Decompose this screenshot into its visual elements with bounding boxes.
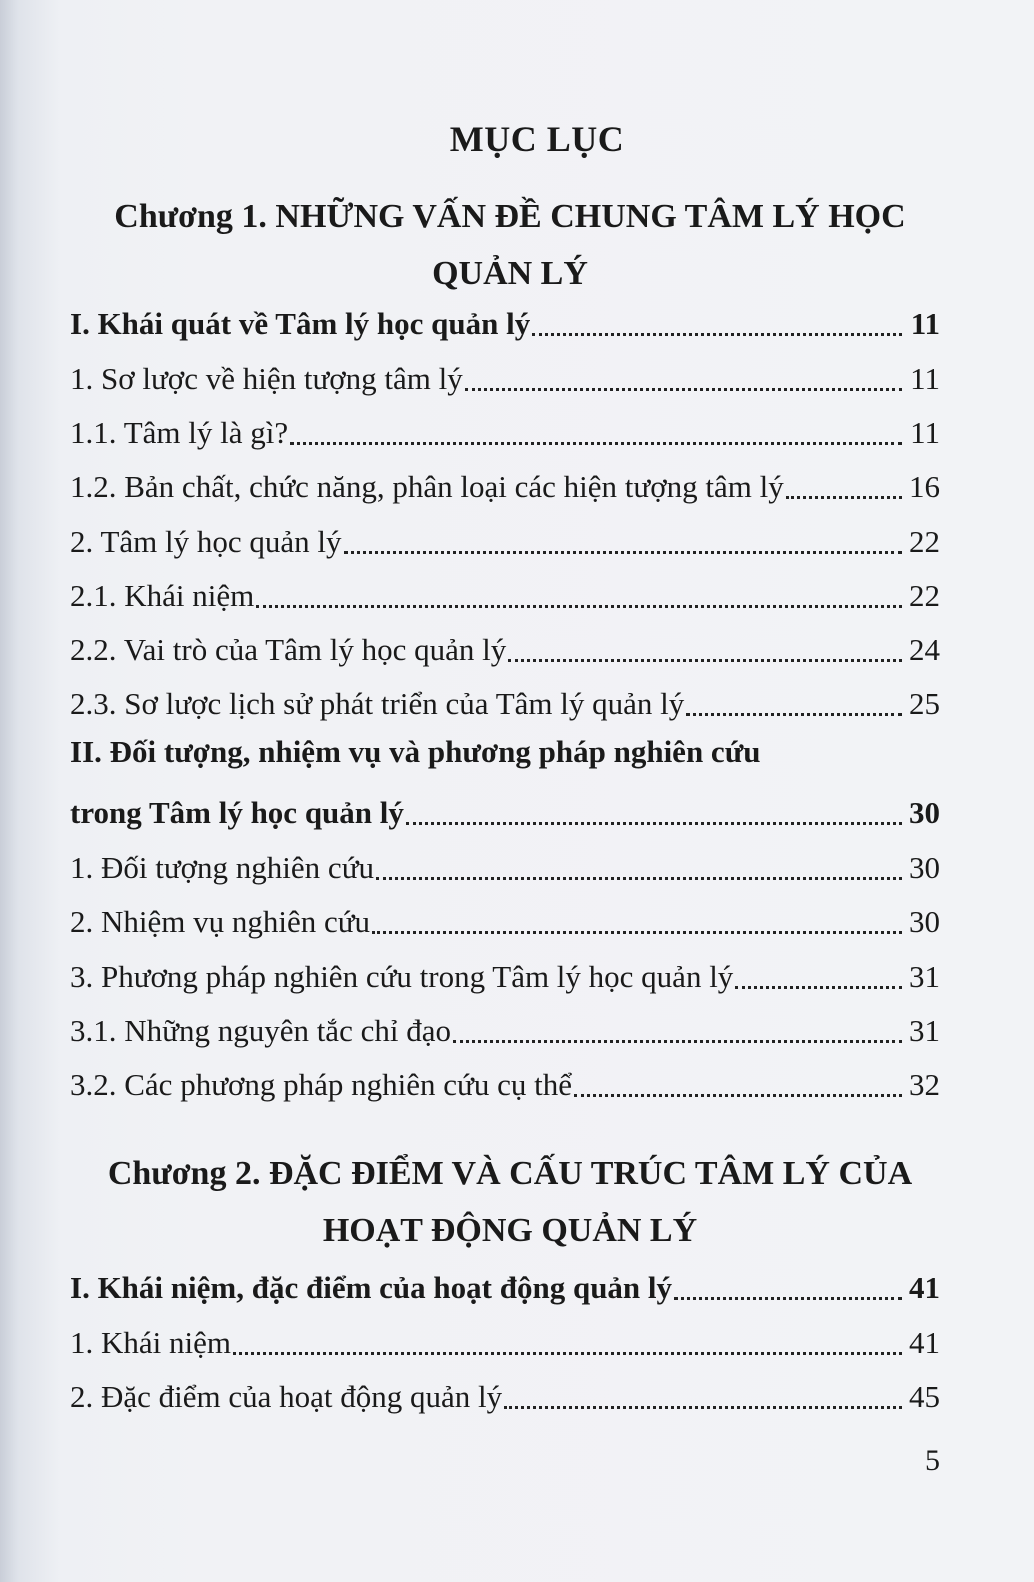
toc-entry-page: 22	[909, 524, 940, 559]
dot-leader	[290, 411, 902, 445]
toc-entry-label: 2. Tâm lý học quản lý	[70, 524, 342, 559]
dot-leader	[256, 574, 902, 608]
toc-entry-page: 30	[909, 795, 940, 830]
toc-entry-page: 30	[909, 850, 940, 885]
toc-entry	[70, 1061, 940, 1105]
toc-entry-label: 1.2. Bản chất, chức năng, phân loại các hiện tượng tâm lý	[70, 469, 784, 504]
page-number: 5	[925, 1444, 940, 1477]
toc-entry-label: 3.1. Những nguyên tắc chỉ đạo	[70, 1013, 451, 1048]
toc-entry-page: 30	[909, 904, 940, 939]
toc-entry	[70, 734, 940, 778]
toc-entry-label: 2.2. Vai trò của Tâm lý học quản lý	[70, 632, 507, 667]
dot-leader	[674, 1266, 902, 1300]
toc-entry-label: 1. Sơ lược về hiện tượng tâm lý	[70, 361, 463, 396]
toc-entry	[70, 300, 940, 344]
toc-entry-page: 16	[909, 469, 940, 504]
toc-entry	[70, 680, 940, 724]
toc-entry-label: I. Khái niệm, đặc điểm của hoạt động quản lý	[70, 1270, 673, 1305]
toc-entry-label: I. Khái quát về Tâm lý học quản lý	[70, 306, 531, 341]
toc-entry	[70, 355, 940, 399]
toc-entry	[70, 1007, 940, 1051]
toc-entry-label: II. Đối tượng, nhiệm vụ và phương pháp nghiên cứu	[70, 734, 761, 769]
dot-leader	[504, 1375, 902, 1409]
dot-leader	[574, 1063, 902, 1097]
toc-entry-page: 22	[909, 578, 940, 613]
chapter-2-heading: Chương 2. ĐẶC ĐIỂM VÀ CẤU TRÚC TÂM LÝ CỦA HOẠT ĐỘNG QUẢN LÝ	[107, 1155, 913, 1249]
toc-entry-page: 41	[909, 1325, 940, 1360]
dot-leader	[344, 520, 903, 554]
dot-leader	[376, 846, 902, 880]
dot-leader	[686, 682, 902, 716]
toc-entry-label: 2.1. Khái niệm	[70, 578, 255, 613]
toc-entry-label: trong Tâm lý học quản lý	[70, 795, 404, 830]
toc-entry-label: 3.2. Các phương pháp nghiên cứu cụ thể	[70, 1067, 572, 1102]
toc-entry	[70, 953, 940, 997]
toc-entry-page: 31	[909, 959, 940, 994]
dot-leader	[233, 1321, 902, 1355]
toc-entry	[70, 572, 940, 616]
chapter-1-heading: Chương 1. NHỮNG VẤN ĐỀ CHUNG TÂM LÝ HỌC QUẢN LÝ	[114, 198, 906, 292]
toc-entry-page: 25	[909, 686, 940, 721]
dot-leader	[532, 302, 902, 336]
toc-entry	[70, 409, 940, 453]
toc-entry-page: 11	[910, 361, 940, 396]
dot-leader	[735, 955, 902, 989]
toc-entry	[70, 898, 940, 942]
toc-entry-label: 1.1. Tâm lý là gì?	[70, 415, 289, 450]
toc-entry	[70, 518, 940, 562]
toc-entry	[70, 1373, 940, 1417]
toc-entry-label: 2. Đặc điểm của hoạt động quản lý	[70, 1379, 503, 1414]
dot-leader	[465, 357, 902, 391]
toc-entry	[70, 1319, 940, 1363]
toc-entry	[70, 626, 940, 670]
dot-leader	[406, 791, 902, 825]
dot-leader	[453, 1009, 902, 1043]
toc-entry-label: 2. Nhiệm vụ nghiên cứu	[70, 904, 371, 939]
toc-entry-page: 11	[910, 306, 940, 341]
toc-title: MỤC LỤC	[449, 119, 625, 159]
toc-entry-page: 32	[909, 1067, 940, 1102]
toc-entry-label: 1. Đối tượng nghiên cứu	[70, 850, 374, 885]
toc-entry-label: 2.3. Sơ lược lịch sử phát triển của Tâm lý quản lý	[70, 686, 685, 721]
toc-entry-page: 45	[909, 1379, 940, 1414]
toc-entry	[70, 844, 940, 888]
toc-entry	[70, 789, 940, 833]
toc-entry-label: 1. Khái niệm	[70, 1325, 231, 1360]
toc-entry-page: 11	[910, 415, 940, 450]
toc-entry-page: 31	[909, 1013, 940, 1048]
toc-entry-page: 24	[909, 632, 940, 667]
dot-leader	[508, 628, 902, 662]
dot-leader	[372, 900, 902, 934]
toc-entry-label: 3. Phương pháp nghiên cứu trong Tâm lý học quản lý	[70, 959, 734, 994]
toc-entry	[70, 463, 940, 507]
toc-entry-page: 41	[909, 1270, 940, 1305]
toc-entry	[70, 1264, 940, 1308]
dot-leader	[786, 465, 902, 499]
